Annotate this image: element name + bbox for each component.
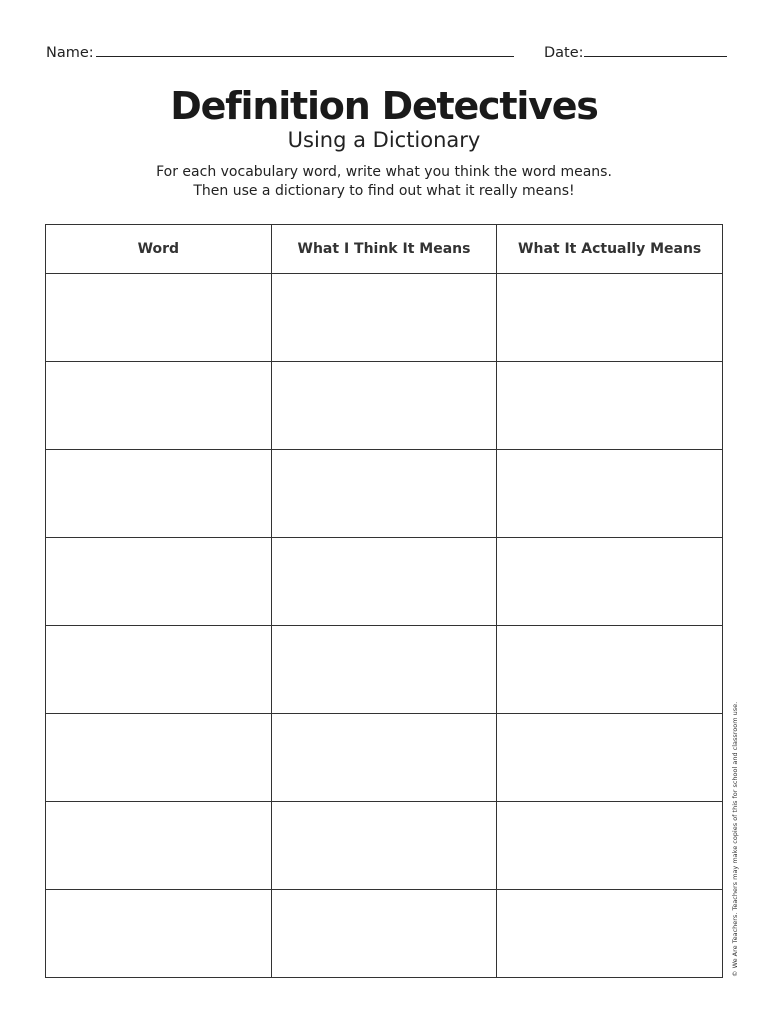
definition-cell[interactable] — [497, 274, 723, 362]
guess-cell[interactable] — [271, 450, 497, 538]
word-cell[interactable] — [46, 714, 272, 802]
guess-cell[interactable] — [271, 274, 497, 362]
table-row — [46, 274, 723, 362]
column-header-what-i-think: What I Think It Means — [271, 225, 497, 274]
guess-cell[interactable] — [271, 626, 497, 714]
word-cell[interactable] — [46, 626, 272, 714]
definition-cell[interactable] — [497, 714, 723, 802]
table-row — [46, 450, 723, 538]
column-header-actual-meaning: What It Actually Means — [497, 225, 723, 274]
definition-cell[interactable] — [497, 802, 723, 890]
instructions-line-2: Then use a dictionary to find out what it really means! — [193, 183, 575, 199]
table-row — [46, 362, 723, 450]
worksheet-title: Definition Detectives — [170, 84, 598, 128]
date-label: Date: — [544, 45, 584, 61]
vocabulary-table — [45, 224, 723, 978]
table-header-row — [46, 225, 723, 274]
word-cell[interactable] — [46, 450, 272, 538]
table-row — [46, 890, 723, 978]
definition-cell[interactable] — [497, 450, 723, 538]
table-row — [46, 802, 723, 890]
copyright-notice: © We Are Teachers. Teachers may make copies of this for school and classroom use. — [731, 701, 739, 977]
table-row — [46, 714, 723, 802]
guess-cell[interactable] — [271, 362, 497, 450]
guess-cell[interactable] — [271, 802, 497, 890]
definition-cell[interactable] — [497, 362, 723, 450]
word-cell[interactable] — [46, 802, 272, 890]
name-field[interactable] — [46, 43, 514, 61]
word-cell[interactable] — [46, 538, 272, 626]
definition-cell[interactable] — [497, 626, 723, 714]
date-blank-line[interactable] — [584, 43, 727, 57]
table-row — [46, 626, 723, 714]
table-row — [46, 538, 723, 626]
instructions-line-1: For each vocabulary word, write what you think the word means. — [156, 164, 612, 180]
name-label: Name: — [46, 45, 94, 61]
instructions — [0, 163, 768, 201]
worksheet-subtitle: Using a Dictionary — [287, 128, 481, 152]
definition-cell[interactable] — [497, 538, 723, 626]
name-blank-line[interactable] — [96, 43, 514, 57]
word-cell[interactable] — [46, 362, 272, 450]
column-header-word: Word — [46, 225, 272, 274]
guess-cell[interactable] — [271, 538, 497, 626]
guess-cell[interactable] — [271, 714, 497, 802]
word-cell[interactable] — [46, 274, 272, 362]
date-field[interactable] — [544, 43, 727, 61]
definition-cell[interactable] — [497, 890, 723, 978]
guess-cell[interactable] — [271, 890, 497, 978]
word-cell[interactable] — [46, 890, 272, 978]
